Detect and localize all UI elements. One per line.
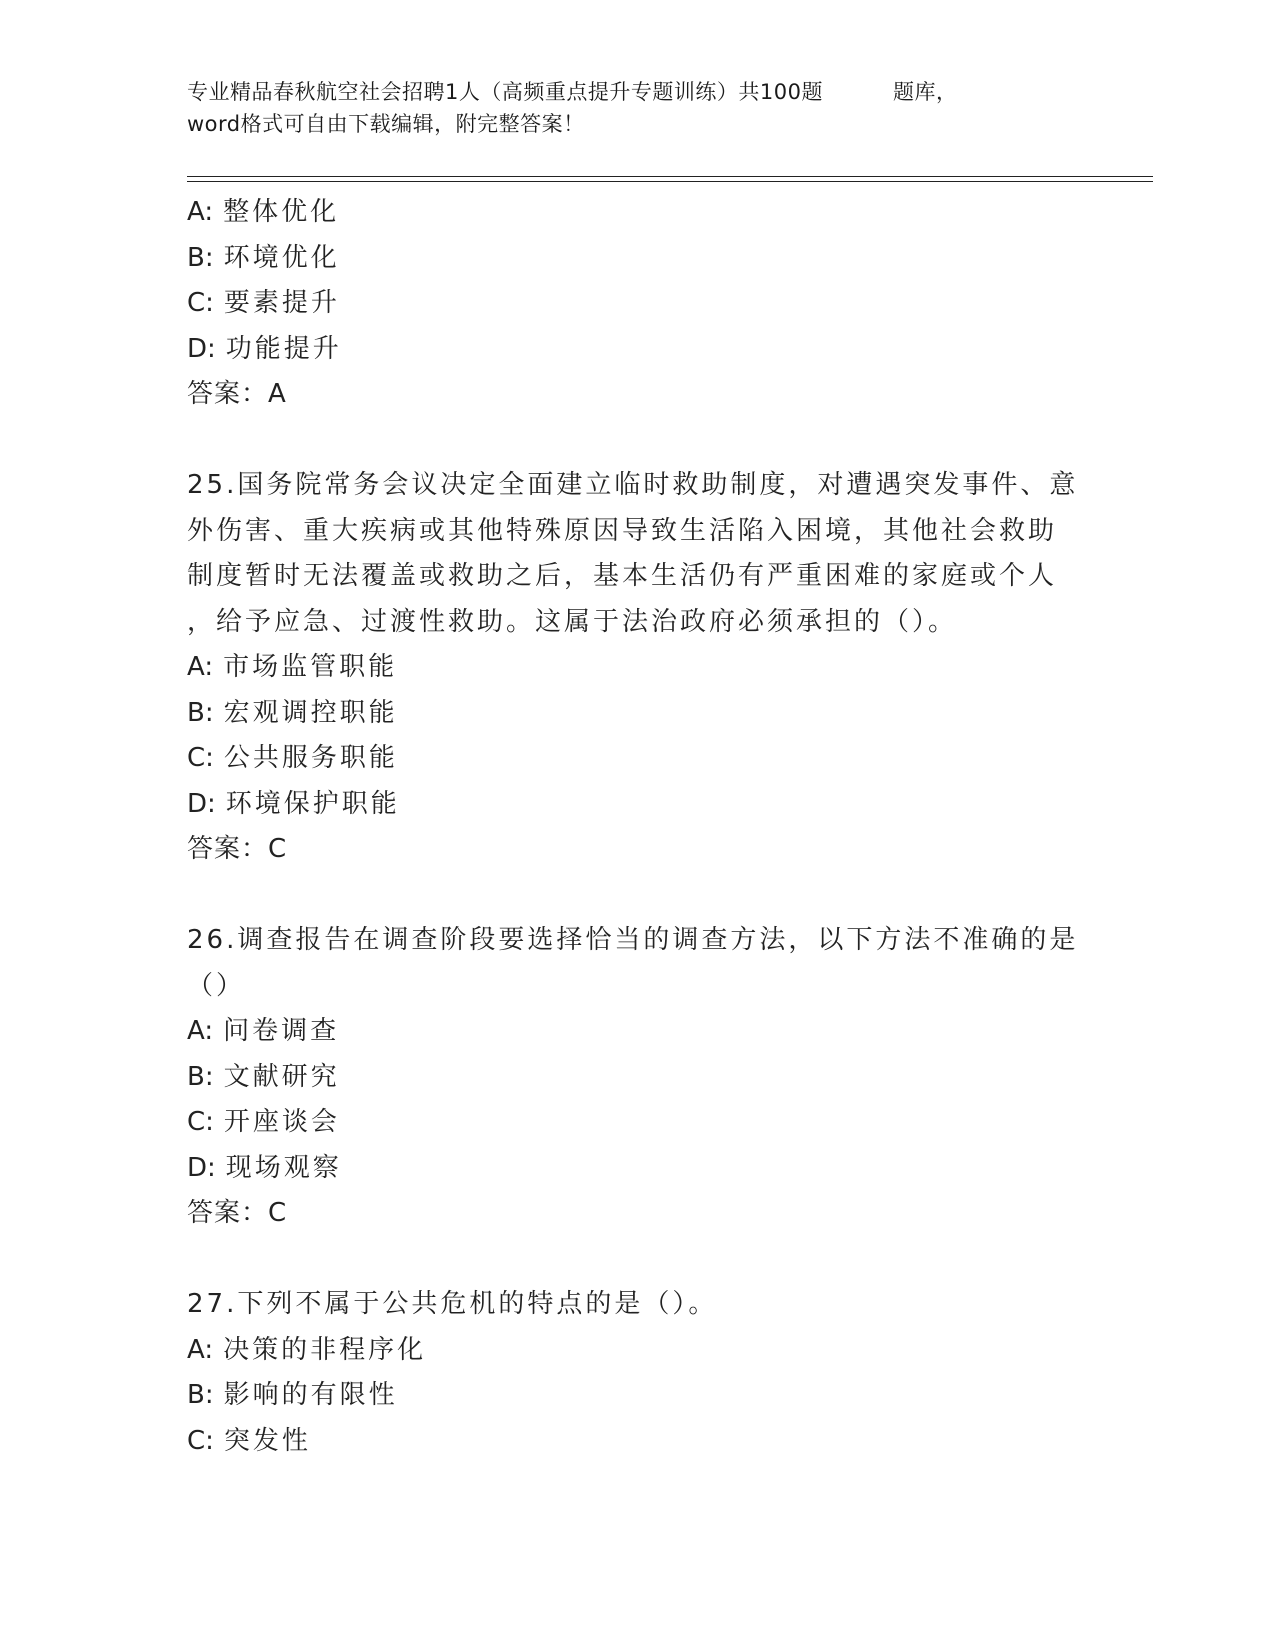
- option-text: 影响的有限性: [223, 1380, 398, 1410]
- option-text: 开座谈会: [223, 1107, 340, 1137]
- answer-line: 答案：C: [187, 1198, 288, 1228]
- option-key: D:: [187, 333, 216, 364]
- option-text: 问卷调查: [223, 1016, 340, 1046]
- option-c: [187, 1100, 1087, 1146]
- stem-line: ，给予应急、过渡性救助。这属于法治政府必须承担的（）。: [187, 606, 958, 637]
- question-26: [187, 918, 1087, 1237]
- stem-line: 26.调查报告在调查阶段要选择恰当的调查方法，以下方法不准确的是: [187, 925, 1079, 955]
- option-d: [187, 327, 1087, 373]
- stem-line: 25.国务院常务会议决定全面建立临时救助制度，对遭遇突发事件、意: [187, 470, 1079, 500]
- option-text: 宏观调控职能: [223, 697, 398, 728]
- option-text: 功能提升: [225, 333, 342, 364]
- question-stem: [187, 918, 1087, 1009]
- option-a: [187, 1328, 1087, 1374]
- option-a: [187, 190, 1087, 236]
- option-text: 要素提升: [223, 288, 340, 318]
- option-text: 文献研究: [223, 1061, 340, 1092]
- header-title: 专业精品春秋航空社会招聘1人（高频重点提升专题训练）共100题: [187, 80, 823, 104]
- option-text: 整体优化: [223, 197, 340, 227]
- header-line-1: [187, 76, 1087, 108]
- header-divider-bottom: [187, 181, 1153, 182]
- option-key: A:: [187, 1334, 214, 1365]
- option-key: C:: [187, 1425, 214, 1456]
- option-key: B:: [187, 697, 214, 728]
- document-header: [187, 76, 1087, 140]
- option-b: [187, 691, 1087, 737]
- header-divider-top: [187, 176, 1153, 177]
- option-b: [187, 1373, 1087, 1419]
- answer-line: 答案：C: [187, 834, 288, 864]
- option-key: D:: [187, 788, 216, 819]
- answer-line: 答案：A: [187, 379, 287, 409]
- option-text: 环境优化: [223, 242, 340, 273]
- option-text: 现场观察: [225, 1152, 342, 1183]
- header-line-2: word格式可自由下载编辑，附完整答案！: [187, 112, 585, 136]
- option-b: [187, 1055, 1087, 1101]
- question-stem: [187, 463, 1087, 645]
- option-key: D:: [187, 1152, 216, 1183]
- option-d: [187, 782, 1087, 828]
- option-b: [187, 236, 1087, 282]
- question-list: [187, 190, 1087, 1464]
- stem-line: 外伤害、重大疾病或其他特殊原因导致生活陷入困境，其他社会救助: [187, 515, 1058, 546]
- option-c: [187, 1419, 1087, 1465]
- question-25: [187, 463, 1087, 873]
- option-key: C:: [187, 288, 214, 318]
- option-text: 市场监管职能: [223, 652, 398, 682]
- option-text: 突发性: [223, 1425, 311, 1456]
- option-key: C:: [187, 743, 214, 773]
- option-a: [187, 1009, 1087, 1055]
- option-key: A:: [187, 197, 214, 227]
- question-27: [187, 1282, 1087, 1464]
- option-c: [187, 736, 1087, 782]
- stem-line: 制度暂时无法覆盖或救助之后，基本生活仍有严重困难的家庭或个人: [187, 561, 1058, 591]
- option-key: A:: [187, 652, 214, 682]
- option-text: 环境保护职能: [225, 788, 400, 819]
- option-text: 决策的非程序化: [223, 1334, 427, 1365]
- option-d: [187, 1146, 1087, 1192]
- stem-line: 27.下列不属于公共危机的特点的是（）。: [187, 1289, 718, 1319]
- option-c: [187, 281, 1087, 327]
- option-key: B:: [187, 242, 214, 273]
- option-key: C:: [187, 1107, 214, 1137]
- question-stem: [187, 1282, 1087, 1328]
- option-a: [187, 645, 1087, 691]
- question-24-continued: [187, 190, 1087, 418]
- option-key: A:: [187, 1016, 214, 1046]
- option-text: 公共服务职能: [223, 743, 398, 773]
- stem-line: （）: [187, 970, 246, 1001]
- option-key: B:: [187, 1380, 214, 1410]
- header-title-suffix: 题库，: [892, 80, 958, 104]
- option-key: B:: [187, 1061, 214, 1092]
